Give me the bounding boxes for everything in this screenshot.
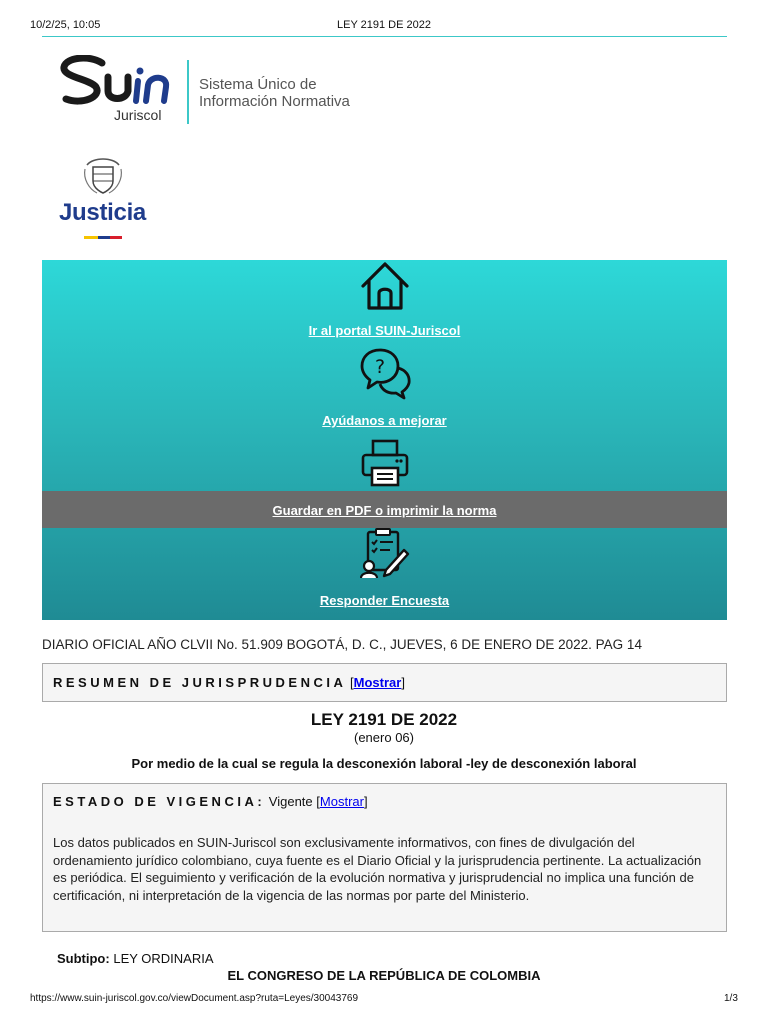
resumen-label: RESUMEN DE JURISPRUDENCIA bbox=[53, 675, 347, 690]
vigencia-disclaimer: Los datos publicados en SUIN-Juriscol son exclusivamente informativos, con fines de divulgación del ordenamiento jurídico colombiano, cuya fuente es el Diario Oficial y la jurisprudencia pertinente. La actualización es periódica. El seguimiento y verificación de la evolución normativa y jurisprudencial no implica una función de certificación, ni interpretación de la vigencia de las normas por parte del Ministerio. bbox=[53, 835, 702, 903]
suin-logo-mark bbox=[60, 55, 190, 115]
subtipo-label: Subtipo: bbox=[57, 951, 110, 966]
suin-logo[interactable] bbox=[60, 55, 380, 135]
print-footer-page: 1/3 bbox=[724, 993, 738, 1004]
nav-link-survey[interactable]: Responder Encuesta bbox=[319, 593, 450, 608]
vigencia-bracket-open: [ bbox=[316, 794, 320, 809]
survey-icon[interactable] bbox=[360, 528, 410, 580]
law-title: LEY 2191 DE 2022 bbox=[310, 710, 458, 729]
vigencia-show-link[interactable]: Mostrar bbox=[319, 794, 364, 809]
logo-tagline bbox=[199, 76, 350, 110]
nav-panel bbox=[42, 260, 727, 620]
law-date: (enero 06) bbox=[354, 730, 414, 745]
law-description: Por medio de la cual se regula la desconexión laboral -ley de desconexión laboral bbox=[131, 756, 637, 771]
resumen-show-link[interactable]: Mostrar bbox=[353, 675, 402, 690]
flag-bar-blue bbox=[98, 236, 110, 239]
subtipo-row bbox=[57, 951, 214, 966]
logo-tagline-line1: Sistema Único de bbox=[199, 76, 317, 93]
diario-oficial-reference: DIARIO OFICIAL AÑO CLVII No. 51.909 BOGOTÁ, D. C., JUEVES, 6 DE ENERO DE 2022. PAG 14 bbox=[42, 637, 642, 652]
resumen-bracket-open: [ bbox=[350, 675, 354, 690]
ministry-logo bbox=[57, 155, 157, 245]
flag-bar-red bbox=[110, 236, 122, 239]
nav-link-print[interactable]: Guardar en PDF o imprimir la norma bbox=[272, 503, 497, 518]
logo-juriscol: Juriscol bbox=[114, 107, 162, 123]
header-divider bbox=[42, 36, 727, 37]
vigencia-value: Vigente bbox=[268, 794, 313, 809]
nav-link-feedback[interactable]: Ayúdanos a mejorar bbox=[322, 413, 447, 428]
vigencia-box bbox=[42, 783, 727, 932]
logo-tagline-line2: Información Normativa bbox=[199, 93, 350, 110]
nav-link-portal[interactable]: Ir al portal SUIN-Juriscol bbox=[308, 323, 461, 338]
vigencia-label: ESTADO DE VIGENCIA: bbox=[53, 794, 266, 809]
help-chat-icon[interactable] bbox=[360, 346, 412, 402]
congreso-heading: EL CONGRESO DE LA REPÚBLICA DE COLOMBIA bbox=[227, 968, 541, 983]
print-datetime: 10/2/25, 10:05 bbox=[30, 19, 101, 31]
ministry-name: Justicia bbox=[59, 199, 146, 226]
home-icon[interactable] bbox=[360, 260, 410, 314]
logo-separator bbox=[187, 60, 189, 124]
subtipo-value: LEY ORDINARIA bbox=[113, 951, 214, 966]
resumen-jurisprudencia-box bbox=[42, 663, 727, 702]
coat-of-arms-icon bbox=[81, 155, 125, 199]
printer-icon[interactable] bbox=[360, 438, 410, 488]
vigencia-bracket-close: ] bbox=[363, 794, 368, 809]
flag-bar-yellow bbox=[84, 236, 98, 239]
print-footer-url: https://www.suin-juriscol.gov.co/viewDocument.asp?ruta=Leyes/30043769 bbox=[30, 993, 359, 1004]
svg-text:?: ? bbox=[374, 356, 386, 378]
resumen-bracket-close: ] bbox=[401, 675, 405, 690]
print-title: LEY 2191 DE 2022 bbox=[337, 19, 431, 31]
